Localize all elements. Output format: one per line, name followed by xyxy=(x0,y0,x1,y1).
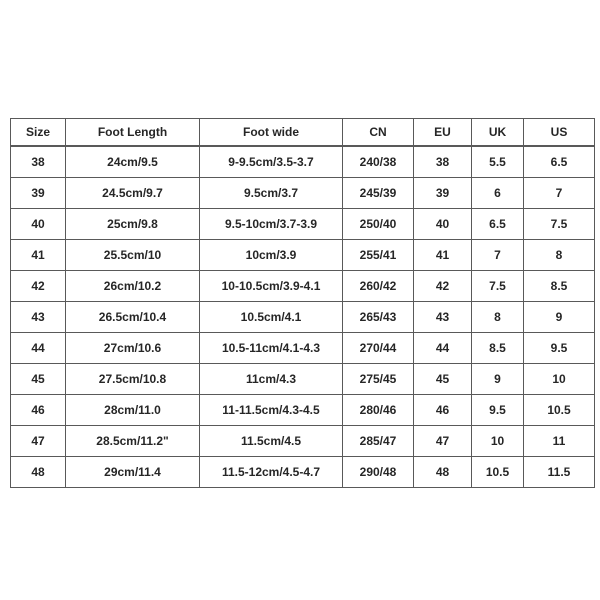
table-cell: 44 xyxy=(11,333,66,364)
table-row xyxy=(11,333,595,364)
table-cell: 6.5 xyxy=(524,146,595,178)
table-cell: 11.5cm/4.5 xyxy=(200,426,343,457)
table-row xyxy=(11,395,595,426)
table-row xyxy=(11,302,595,333)
table-row xyxy=(11,457,595,488)
table-body xyxy=(11,146,595,488)
table-cell: 38 xyxy=(11,146,66,178)
table-cell: 5.5 xyxy=(472,146,524,178)
table-cell: 47 xyxy=(414,426,472,457)
table-row xyxy=(11,209,595,240)
table-cell: 290/48 xyxy=(343,457,414,488)
table-cell: 9.5 xyxy=(472,395,524,426)
table-cell: 11.5 xyxy=(524,457,595,488)
table-cell: 11-11.5cm/4.3-4.5 xyxy=(200,395,343,426)
table-cell: 43 xyxy=(414,302,472,333)
column-header: Foot Length xyxy=(66,119,200,147)
table-cell: 10.5 xyxy=(472,457,524,488)
table-cell: 29cm/11.4 xyxy=(66,457,200,488)
table-row xyxy=(11,271,595,302)
table-row xyxy=(11,426,595,457)
table-cell: 280/46 xyxy=(343,395,414,426)
table-cell: 240/38 xyxy=(343,146,414,178)
table-cell: 46 xyxy=(414,395,472,426)
table-cell: 245/39 xyxy=(343,178,414,209)
column-header: Foot wide xyxy=(200,119,343,147)
table-cell: 40 xyxy=(11,209,66,240)
table-row xyxy=(11,146,595,178)
table-cell: 44 xyxy=(414,333,472,364)
table-cell: 10 xyxy=(472,426,524,457)
table-cell: 25cm/9.8 xyxy=(66,209,200,240)
table-cell: 7.5 xyxy=(524,209,595,240)
table-cell: 39 xyxy=(11,178,66,209)
table-cell: 9.5 xyxy=(524,333,595,364)
table-cell: 8.5 xyxy=(472,333,524,364)
table-cell: 28.5cm/11.2" xyxy=(66,426,200,457)
table-cell: 10.5 xyxy=(524,395,595,426)
column-header: US xyxy=(524,119,595,147)
table-cell: 41 xyxy=(414,240,472,271)
table-cell: 8 xyxy=(472,302,524,333)
table-row xyxy=(11,364,595,395)
table-cell: 10cm/3.9 xyxy=(200,240,343,271)
column-header: CN xyxy=(343,119,414,147)
table-cell: 42 xyxy=(11,271,66,302)
table-cell: 28cm/11.0 xyxy=(66,395,200,426)
table-cell: 26.5cm/10.4 xyxy=(66,302,200,333)
table-cell: 27cm/10.6 xyxy=(66,333,200,364)
table-cell: 38 xyxy=(414,146,472,178)
table-cell: 6 xyxy=(472,178,524,209)
table-cell: 250/40 xyxy=(343,209,414,240)
table-cell: 40 xyxy=(414,209,472,240)
table-cell: 11cm/4.3 xyxy=(200,364,343,395)
table-cell: 275/45 xyxy=(343,364,414,395)
table-cell: 285/47 xyxy=(343,426,414,457)
table-cell: 6.5 xyxy=(472,209,524,240)
table-cell: 260/42 xyxy=(343,271,414,302)
table-cell: 24.5cm/9.7 xyxy=(66,178,200,209)
table-cell: 9 xyxy=(524,302,595,333)
table-cell: 8.5 xyxy=(524,271,595,302)
table-cell: 41 xyxy=(11,240,66,271)
table-cell: 9.5-10cm/3.7-3.9 xyxy=(200,209,343,240)
table-cell: 45 xyxy=(11,364,66,395)
table-cell: 26cm/10.2 xyxy=(66,271,200,302)
table-cell: 46 xyxy=(11,395,66,426)
header-row xyxy=(11,119,595,147)
table-cell: 43 xyxy=(11,302,66,333)
table-cell: 255/41 xyxy=(343,240,414,271)
table-cell: 24cm/9.5 xyxy=(66,146,200,178)
column-header: UK xyxy=(472,119,524,147)
table-cell: 48 xyxy=(11,457,66,488)
table-row xyxy=(11,240,595,271)
table-cell: 25.5cm/10 xyxy=(66,240,200,271)
table-cell: 8 xyxy=(524,240,595,271)
table-cell: 11 xyxy=(524,426,595,457)
table-cell: 27.5cm/10.8 xyxy=(66,364,200,395)
table-cell: 9-9.5cm/3.5-3.7 xyxy=(200,146,343,178)
table-row xyxy=(11,178,595,209)
size-chart-table xyxy=(10,118,595,488)
table-cell: 10.5cm/4.1 xyxy=(200,302,343,333)
table-cell: 42 xyxy=(414,271,472,302)
table-cell: 7.5 xyxy=(472,271,524,302)
table-cell: 10.5-11cm/4.1-4.3 xyxy=(200,333,343,364)
table-cell: 10-10.5cm/3.9-4.1 xyxy=(200,271,343,302)
table-cell: 7 xyxy=(524,178,595,209)
column-header: EU xyxy=(414,119,472,147)
table-cell: 47 xyxy=(11,426,66,457)
table-cell: 45 xyxy=(414,364,472,395)
table-cell: 9.5cm/3.7 xyxy=(200,178,343,209)
table-cell: 7 xyxy=(472,240,524,271)
table-cell: 39 xyxy=(414,178,472,209)
table-cell: 265/43 xyxy=(343,302,414,333)
table-cell: 10 xyxy=(524,364,595,395)
table-cell: 9 xyxy=(472,364,524,395)
column-header: Size xyxy=(11,119,66,147)
table-cell: 48 xyxy=(414,457,472,488)
table-cell: 270/44 xyxy=(343,333,414,364)
table-cell: 11.5-12cm/4.5-4.7 xyxy=(200,457,343,488)
